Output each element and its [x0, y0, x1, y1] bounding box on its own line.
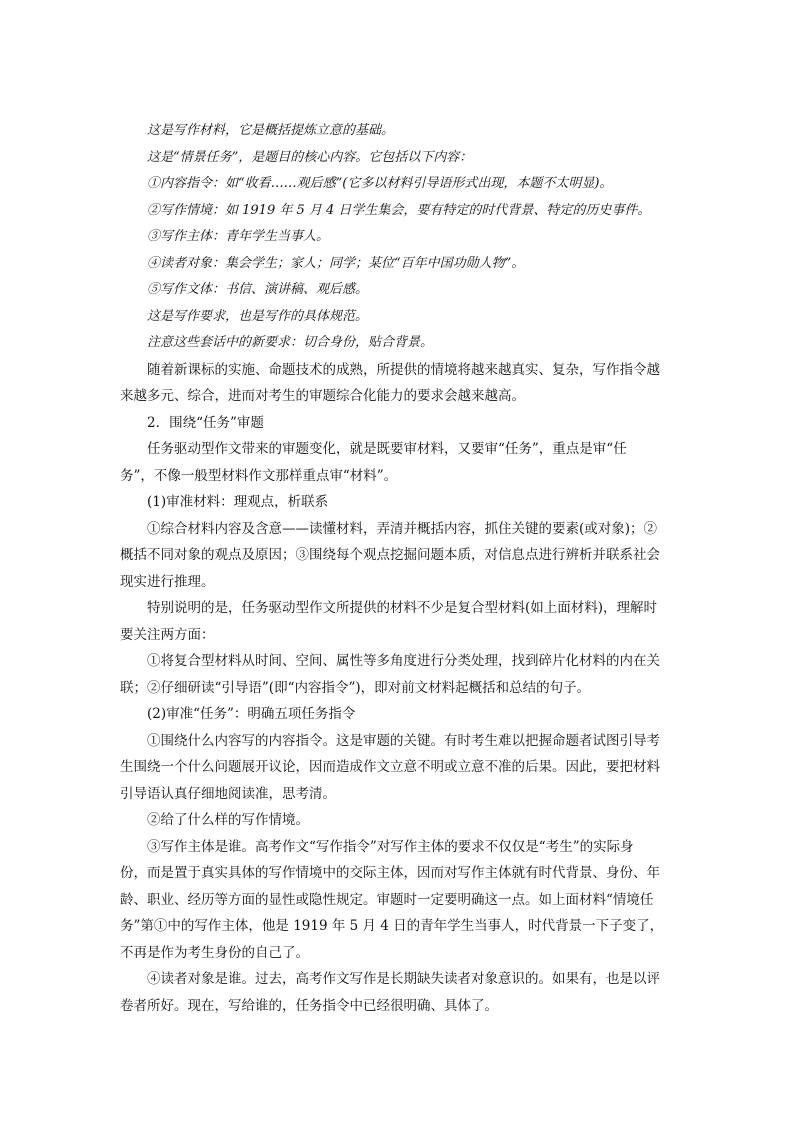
body-line: 任务驱动型作文带来的审题变化，就是既要审材料，又要审“任务”，重点是审“任 [147, 441, 627, 457]
body-line: ①综合材料内容及含意——读懂材料，弄清并概括内容，抓住关键的要素(或对象)；② [147, 520, 658, 537]
page-content [120, 118, 676, 1019]
body-line: 份，而是置于真实具体的写作情境中的交际主体，因而对写作主体就有时代背景、身份、年 [120, 865, 660, 881]
body-line: 引导语认真仔细地阅读准，思考清。 [120, 785, 336, 802]
annotation-block [120, 118, 676, 357]
body-line: ④读者对象是谁。过去，高考作文写作是长期缺失读者对象意识的。如果有，也是以评 [147, 971, 660, 987]
annotation-line: ①内容指令：如“收看……观后感”(它多以材料引导语形式出现，本题不太明显)。 [147, 176, 613, 191]
body-line: (2)审准“任务”：明确五项任务指令 [147, 706, 356, 722]
body-line: 不再是作为考生身份的自己了。 [120, 944, 309, 961]
body-line: 要关注两方面： [120, 626, 215, 643]
body-line: (1)审准材料：理观点，析联系 [147, 494, 329, 510]
annotation-line: 这是写作要求，也是写作的具体规范。 [147, 308, 369, 324]
annotation-line: 这是“情景任务”，是题目的核心内容。它包括以下内容： [147, 149, 473, 165]
body-line: 来越多元、综合，进而对考生的审题综合化能力的要求会越来越高。 [120, 388, 525, 404]
body-line: 随着新课标的实施、命题技术的成熟，所提供的情境将越来越真实、复杂，写作指令越 [147, 361, 660, 378]
body-line: ③写作主体是谁。高考作文“写作指令”对写作主体的要求不仅仅是“考生”的实际身 [147, 838, 634, 855]
body-line: 现实进行推理。 [120, 573, 215, 590]
body-line: ①将复合型材料从时间、空间、属性等多角度进行分类处理，找到碎片化材料的内在关 [147, 653, 660, 669]
annotation-line: 注意这些套话中的新要求：切合身份，贴合背景。 [147, 335, 434, 350]
annotation-line: ⑤写作文体：书信、演讲稿、观后感。 [147, 282, 369, 297]
body-text [120, 357, 676, 1020]
annotation-line: ④读者对象：集会学生；家人；同学；某位“百年中国功勋人物”。 [147, 255, 525, 271]
body-line: 卷者所好。现在，写给谁的，任务指令中已经很明确、具体了。 [120, 997, 498, 1014]
body-line: ①围绕什么内容写的内容指令。这是审题的关键。有时考生难以把握命题者试图引导考 [147, 732, 660, 749]
body-line: 龄、职业、经历等方面的显性或隐性规定。审题时一定要明确这一点。如上面材料“情境任 [120, 891, 654, 908]
body-line: 务”，不像一般型材料作文那样重点审“材料”。 [120, 467, 398, 484]
body-line: 联；②仔细研读“引导语”(即“内容指令”)，即对前文材料起概括和总结的句子。 [120, 679, 591, 696]
annotation-line: ②写作情境：如 1919 年 5 月 4 日学生集会，要有特定的时代背景、特定的历史事件。 [147, 202, 651, 218]
body-line: 生围绕一个什么问题展开议论，因而造成作文立意不明或立意不准的后果。因此，要把材料 [120, 759, 660, 775]
body-line: 务”第①中的写作主体，他是 1919 年 5 月 4 日的青年学生当事人，时代背景一下子变了， [120, 918, 664, 934]
body-line: ②给了什么样的写作情境。 [147, 812, 309, 828]
body-line: 2．围绕“任务”审题 [147, 414, 264, 431]
body-line: 特别说明的是，任务驱动型作文所提供的材料不少是复合型材料(如上面材料)，理解时 [147, 600, 658, 616]
annotation-line: ③写作主体：青年学生当事人。 [147, 229, 330, 244]
annotation-line: 这是写作材料，它是概括提炼立意的基础。 [147, 123, 395, 138]
body-line: 概括不同对象的观点及原因；③围绕每个观点挖掘问题本质，对信息点进行辨析并联系社会 [120, 547, 660, 563]
